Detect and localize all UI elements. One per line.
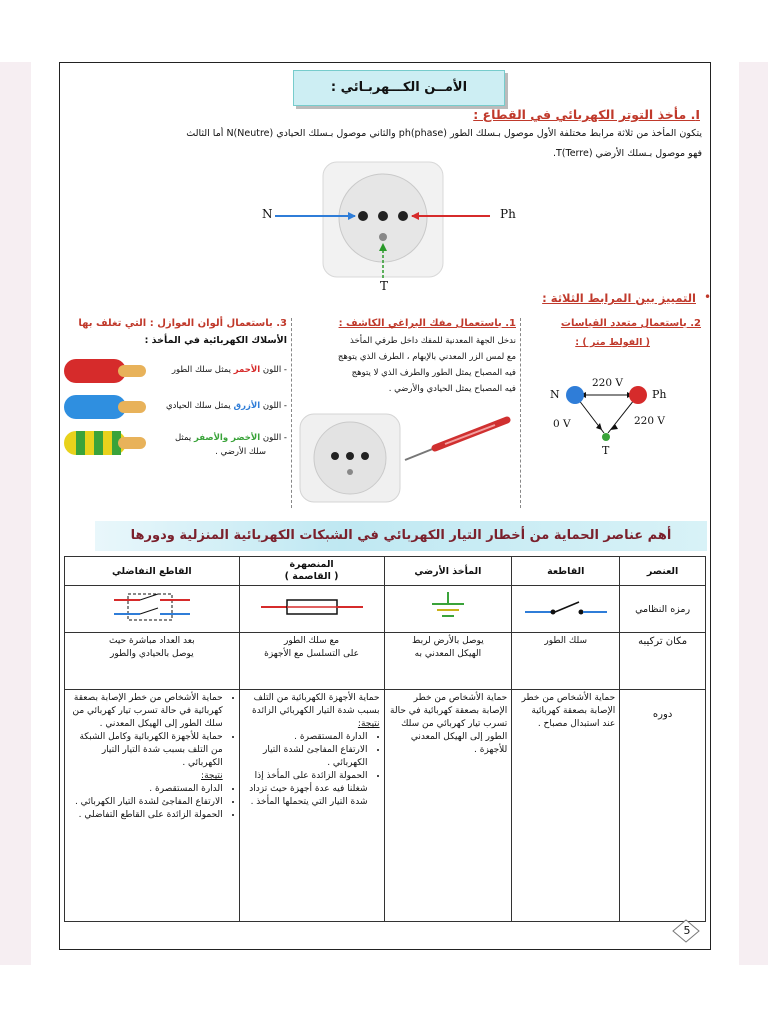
node-t: [602, 433, 610, 441]
bottom-margin: [0, 965, 768, 1024]
fuse-role-item: • الحمولة الزائدة على المأخذ إذا شغلنا فيه عدة أجهزة حيث تزداد شدة التيار التي يتحملها المأخذ .: [244, 770, 368, 809]
label-t: T: [380, 279, 389, 293]
header-element: العنصر: [620, 557, 706, 586]
differential-role-item: • الحمولة الزائدة على القاطع التفاضلي .: [69, 809, 223, 822]
node-ph-label: Ph: [652, 388, 667, 401]
fuse-role-result: نتيجة:: [357, 719, 380, 729]
fuse-symbol: [239, 586, 384, 633]
method3-heading2: الأسلاك الكهربائية في المأخذ :: [144, 335, 287, 346]
differential-role-result: نتيجة:: [201, 771, 223, 781]
method1-line1: ندخل الجهة المعدنية للمفك داخل طرفي المأخذ: [350, 336, 516, 346]
table-row-place: [65, 633, 706, 690]
section1-heading: I. مأخذ التوتر الكهربائي في القطاع :: [473, 107, 700, 122]
green-yellow-wire-text2: سلك الأرضي .: [215, 447, 266, 457]
header-fuse: المنصهرة ( القاصمة ): [239, 557, 384, 586]
wire-samples: [62, 355, 152, 465]
fuse-role: [239, 690, 384, 922]
page-title: الأمــن الكـــهربـائي :: [293, 70, 505, 106]
method2-heading: 2. باستعمال متعدد القياسات: [560, 318, 701, 329]
earth-place: يوصل بالأرض لربط الهيكل المعدني به: [384, 633, 512, 690]
switch-symbol: [512, 586, 620, 633]
fuse-place: مع سلك الطور على التسلسل مع الأجهزة: [239, 633, 384, 690]
column-divider-1: [291, 318, 292, 508]
section2-bullet: •: [704, 290, 712, 304]
differential-role-item: • حماية الأشخاص من خطر الإصابة بصعقة كهربائية في حالة تسرب تيار كهربائي من سلك الطور إلى الهيكل المعدني .: [69, 692, 223, 731]
table-header-row: [65, 557, 706, 586]
header-earth-socket: المأخذ الأرضي: [384, 557, 512, 586]
label-n: N: [262, 207, 273, 221]
method1-line4: فيه المصباح يمثل الحيادي والأرضي .: [388, 384, 516, 394]
node-ph: [629, 386, 647, 404]
switch-place: سلك الطور: [512, 633, 620, 690]
top-margin: [0, 0, 768, 62]
method1-line2: مع لمس الزر المعدني بالإبهام ، الطرف الذي يتوهج: [337, 352, 516, 362]
red-wire: [64, 359, 126, 383]
row-role-label: دوره: [620, 690, 706, 922]
section1-para-line2: فهو موصول بـسلك الأرضي T(Terre).: [552, 148, 702, 159]
differential-place: بعد العداد مباشرة حيث يوصل بالحيادي والطور: [65, 633, 240, 690]
protection-band-title: أهم عناصر الحماية من أخطار التيار الكهربائي في الشبكات الكهربائية المنزلية ودورها: [95, 521, 707, 551]
differential-role-item: • الارتفاع المفاجئ لشدة التيار الكهربائي .: [69, 796, 223, 809]
fuse-role-intro: حماية الأجهزة الكهربائية من التلف بسبب شدة التيار الكهربائي الزائدة: [252, 693, 380, 716]
method1-line3: فيه المصباح يمثل الطور والطرف الذي لا يتوهج: [351, 368, 516, 378]
neutral-hole: [358, 211, 368, 221]
voltage-n-t: 0 V: [553, 418, 571, 430]
section2-heading: التمييز بين المرابط الثلاثة :: [542, 291, 696, 305]
tester-illustration: [295, 408, 517, 508]
table-row-role: [65, 690, 706, 922]
earth-role: حماية الأشخاص من خطر الإصابة بصعقة كهربائية في حالة تسرب تيار كهربائي من سلك الطور إلى الهيكل المعدني للأجهزة .: [384, 690, 512, 922]
column-divider-2: [520, 318, 521, 508]
screwdriver-tip: [405, 448, 435, 460]
earth-hole: [378, 211, 388, 221]
header-differential-breaker: القاطع التفاضلي: [65, 557, 240, 586]
method2-sub: ( الفولط متر ) :: [575, 337, 650, 348]
blue-wire-text: - اللون الأزرق يمثل سلك الحيادي: [165, 401, 287, 411]
protection-table: [64, 556, 706, 922]
node-t-label: T: [602, 444, 610, 457]
earth-pin: [379, 233, 387, 241]
switch-role: حماية الأشخاص من خطر الإصابة بصعقة كهربائية عند استبدال مصباح .: [512, 690, 620, 922]
green-yellow-wire-text: - اللون الأخضر والأصفر يمثل: [174, 433, 287, 443]
fuse-role-item: • الدارة المستقصرة .: [244, 731, 368, 744]
fuse-role-item: • الارتفاع المفاجئ لشدة التيار الكهربائي .: [244, 744, 368, 770]
row-place-label: مكان تركيبه: [620, 633, 706, 690]
method1-heading: 1. باستعمال مفك البراغي الكاشف :: [338, 318, 516, 329]
phase-hole: [398, 211, 408, 221]
label-ph: Ph: [500, 207, 516, 221]
earth-symbol: [384, 586, 512, 633]
differential-role: [65, 690, 240, 922]
node-n: [566, 386, 584, 404]
voltage-n-ph: 220 V: [592, 377, 623, 389]
section1-para-line1: يتكون المأخذ من ثلاثة مرابط مختلفة الأول موصول بـسلك الطور ph(phase) والثاني موصول بـسلك الحيادي N(Neutre) أما الثالث: [186, 128, 702, 139]
red-wire-text: - اللون الأحمر يمثل سلك الطور: [171, 365, 287, 375]
header-switch: القاطعة: [512, 557, 620, 586]
differential-role-item: • حماية للأجهزة الكهربائية وكامل الشبكة من التلف بسبب شدة التيار التيار الكهربائي .: [69, 731, 223, 770]
socket-diagram: [255, 160, 535, 300]
node-n-label: N: [550, 388, 560, 401]
differential-breaker-symbol: [65, 586, 240, 633]
page-number: 5: [683, 924, 691, 937]
differential-role-item: • الدارة المستقصرة .: [69, 783, 223, 796]
voltage-ph-t: 220 V: [634, 415, 665, 427]
table-row-symbol: [65, 586, 706, 633]
method3-heading: 3. باستعمال ألوان العوازل : التي تغلف بها: [78, 318, 287, 329]
row-symbol-label: رمزه النظامي: [620, 586, 706, 633]
blue-wire: [64, 395, 126, 419]
